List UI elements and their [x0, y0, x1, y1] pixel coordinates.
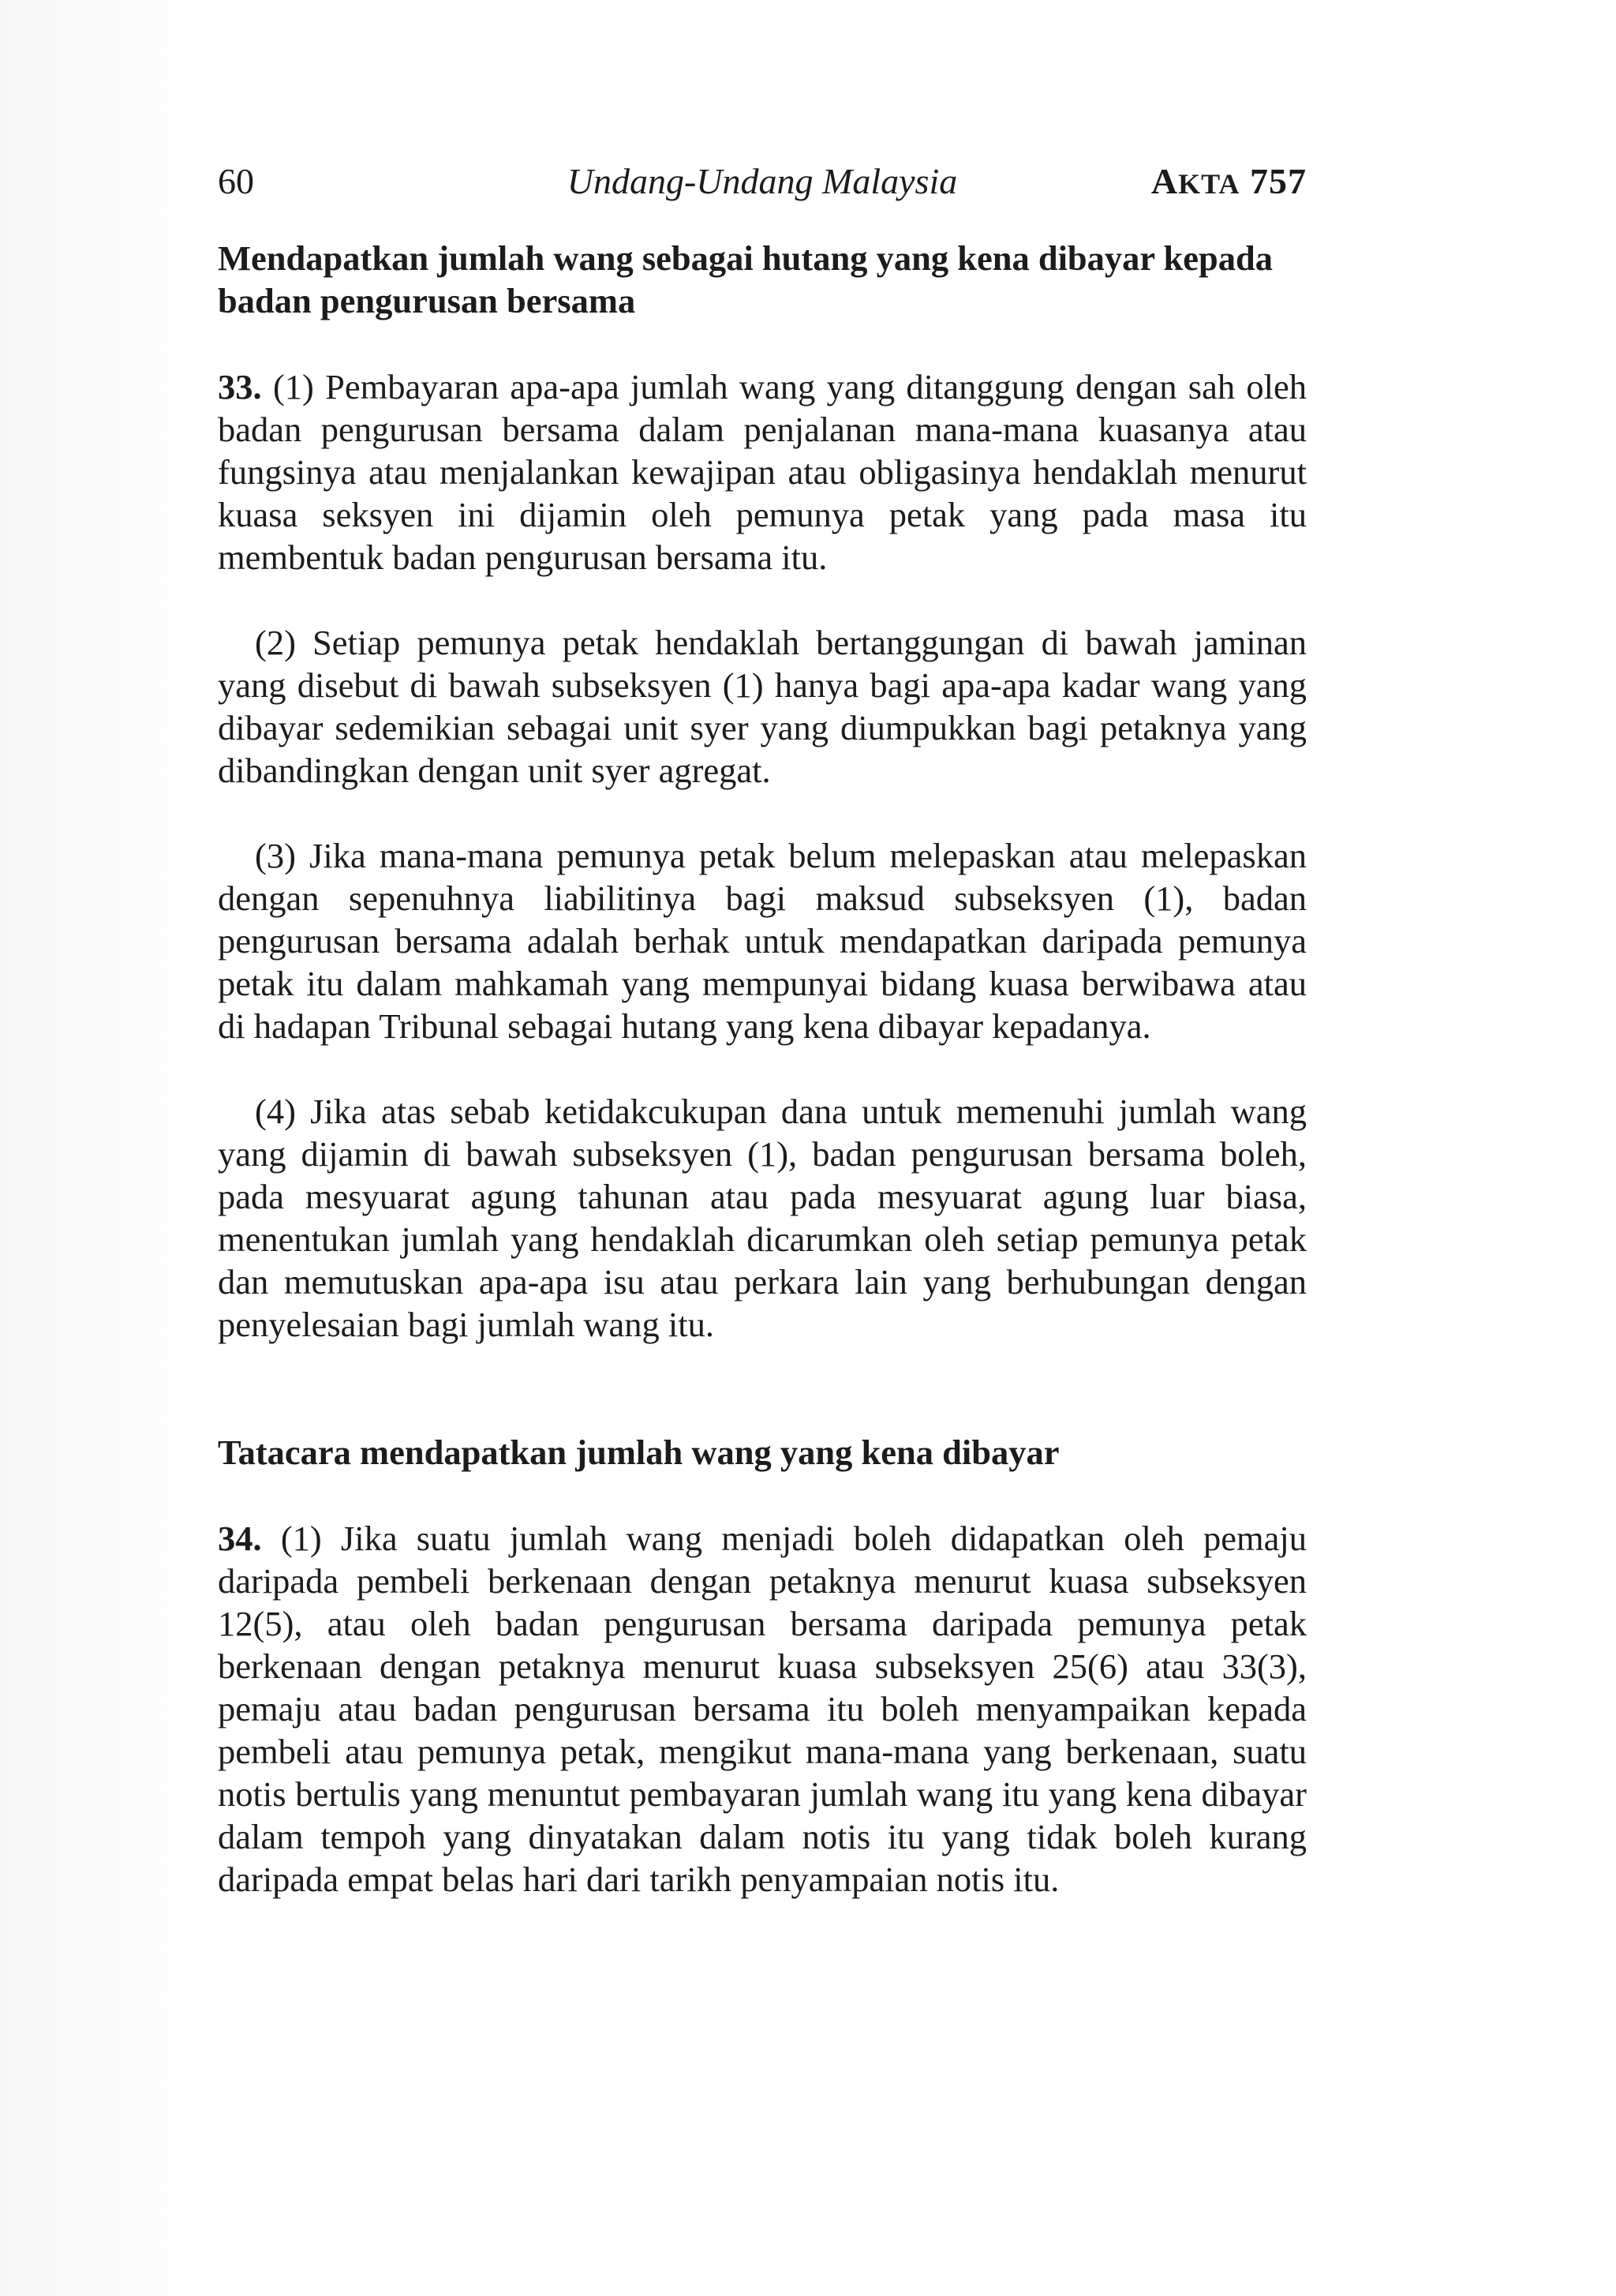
section-33-paragraph-3: (3) Jika mana-mana pemunya petak belum melepaskan atau melepaskan dengan sepenuhnya liabilitinya bagi maksud subseksyen (1), badan pengurusan bersama adalah berhak untuk mendapatkan daripada pemunya petak itu dalam mahkamah yang mempunyai bidang kuasa berwibawa atau di hadapan Tribunal sebagai hutang yang kena dibayar kepadanya.: [218, 836, 1307, 1046]
section-number-34: 34.: [218, 1519, 262, 1558]
act-number: 757: [1250, 161, 1307, 201]
act-label-initial: A: [1150, 161, 1179, 201]
act-label-rest: KTA: [1178, 168, 1240, 200]
running-title: Undang-Undang Malaysia: [567, 161, 958, 201]
act-label: [1151, 158, 1307, 208]
scan-gutter-shade: [0, 0, 213, 2296]
page-header: [218, 158, 1307, 205]
section-heading-34: Tatacara mendapatkan jumlah wang yang kena dibayar: [218, 1433, 1060, 1472]
section-33-paragraph-4: (4) Jika atas sebab ketidakcukupan dana untuk memenuhi jumlah wang yang dijamin di bawah subseksyen (1), badan pengurusan bersama boleh, pada mesyuarat agung tahunan atau pada mesyuarat agung luar biasa, menentukan jumlah yang hendaklah dicarumkan oleh setiap pemunya petak dan memutuskan apa-apa isu atau perkara lain yang berhubungan dengan penyelesaian bagi jumlah wang itu.: [218, 1092, 1307, 1344]
section-34-paragraph-1: [218, 1517, 1307, 1901]
section-number-33: 33.: [218, 367, 262, 406]
page-number: 60: [218, 161, 254, 201]
section-33-paragraph-2: (2) Setiap pemunya petak hendaklah bertanggungan di bawah jaminan yang disebut di bawah subseksyen (1) hanya bagi apa-apa kadar wang yang dibayar sedemikian sebagai unit syer yang diumpukkan bagi petaknya yang dibandingkan dengan unit syer agregat.: [218, 623, 1307, 790]
page-content: [218, 237, 1307, 1901]
section-33-subsection-1-text: (1) Pembayaran apa-apa jumlah wang yang ditanggung dengan sah oleh badan pengurusan bersama dalam penjalanan mana-mana kuasanya atau fungsinya atau menjalankan kewajipan atau obligasinya hendaklah menurut kuasa seksyen ini dijamin oleh pemunya petak yang pada masa itu membentuk badan pengurusan bersama itu.: [218, 367, 1307, 577]
section-heading-33: Mendapatkan jumlah wang sebagai hutang yang kena dibayar kepada badan pengurusan bersama: [218, 238, 1273, 320]
section-33-paragraph-1: [218, 365, 1307, 579]
section-34-subsection-1-text: (1) Jika suatu jumlah wang menjadi boleh didapatkan oleh pemaju daripada pembeli berkenaan dengan petaknya menurut kuasa subseksyen 12(5), atau oleh badan pengurusan bersama daripada pemunya petak berkenaan dengan petaknya menurut kuasa subseksyen 25(6) atau 33(3), pemaju atau badan pengurusan bersama itu boleh menyampaikan kepada pembeli atau pemunya petak, mengikut mana-mana yang berkenaan, suatu notis bertulis yang menuntut pembayaran jumlah wang itu yang kena dibayar dalam tempoh yang dinyatakan dalam notis itu yang tidak boleh kurang daripada empat belas hari dari tarikh penyampaian notis itu.: [218, 1519, 1307, 1899]
